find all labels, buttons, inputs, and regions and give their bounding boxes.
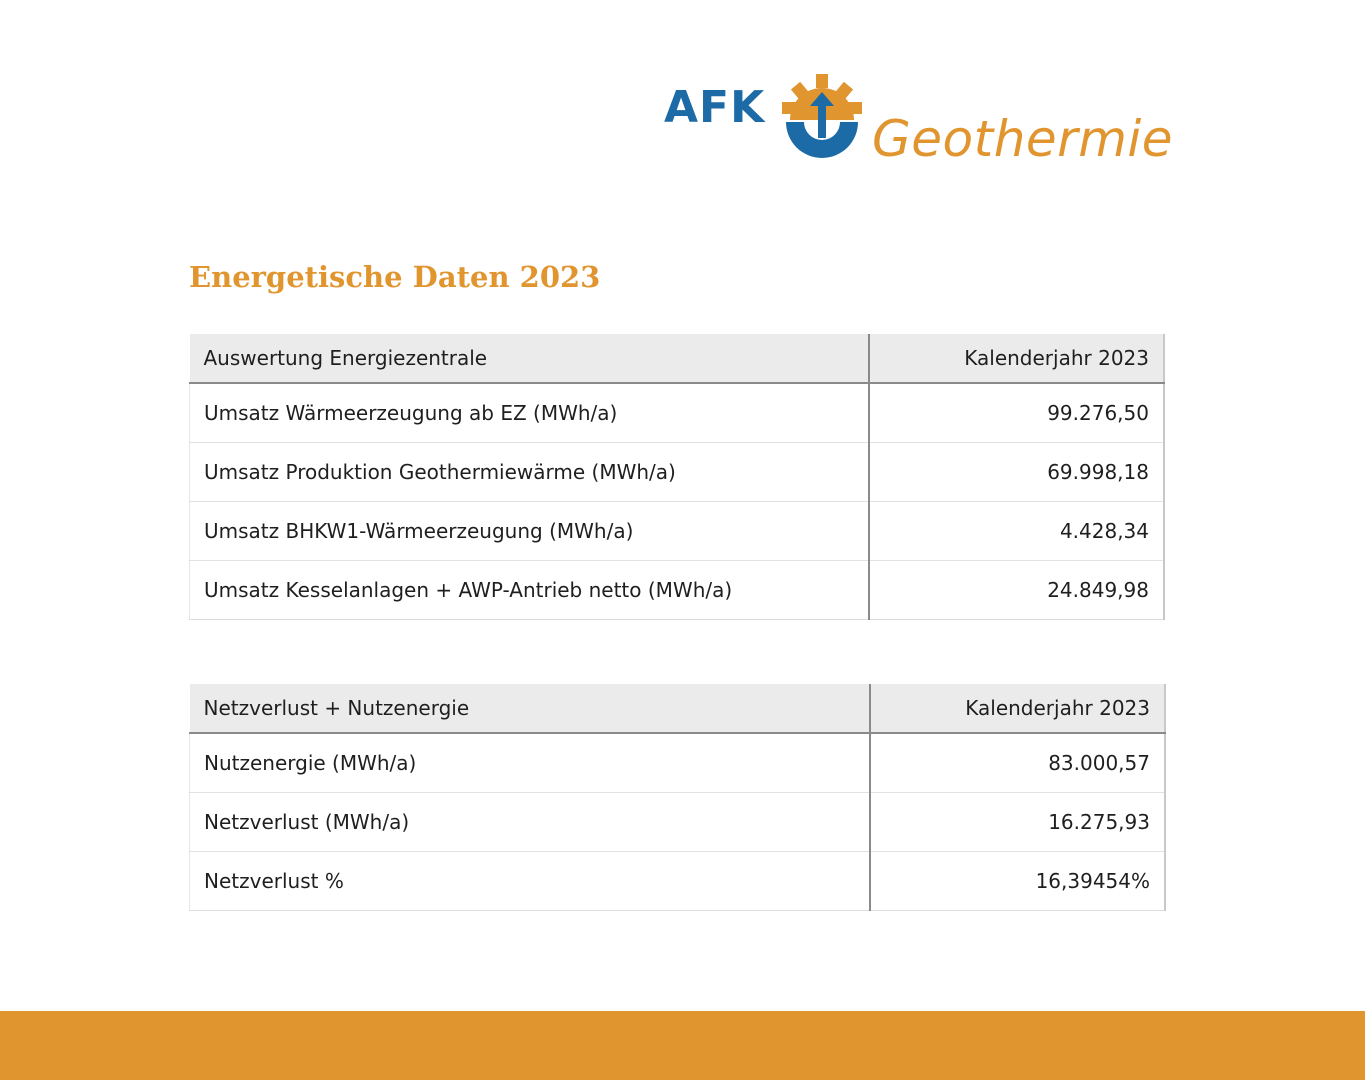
table-row xyxy=(190,383,1165,443)
row-value: 99.276,50 xyxy=(869,383,1164,443)
page-title: Energetische Daten 2023 xyxy=(189,260,601,294)
netzverlust-table xyxy=(189,684,1166,911)
row-label: Umsatz Kesselanlagen + AWP-Antrieb netto (MWh/a) xyxy=(190,561,870,620)
footer-bar xyxy=(0,1011,1365,1080)
table-header-row xyxy=(190,334,1165,383)
energiezentrale-table xyxy=(189,334,1165,620)
row-label: Netzverlust (MWh/a) xyxy=(190,793,871,852)
table-row xyxy=(190,443,1165,502)
row-value: 83.000,57 xyxy=(870,733,1165,793)
column-header-year: Kalenderjahr 2023 xyxy=(869,334,1164,383)
table-header-row xyxy=(190,684,1166,733)
afk-geothermie-logo xyxy=(662,72,1172,172)
row-value: 69.998,18 xyxy=(869,443,1164,502)
row-value: 16,39454% xyxy=(870,852,1165,911)
table-row xyxy=(190,793,1166,852)
table-row xyxy=(190,733,1166,793)
logo-text-afk: AFK xyxy=(664,82,766,133)
row-value: 16.275,93 xyxy=(870,793,1165,852)
table-row xyxy=(190,502,1165,561)
row-label: Netzverlust % xyxy=(190,852,871,911)
row-label: Nutzenergie (MWh/a) xyxy=(190,733,871,793)
table-row xyxy=(190,852,1166,911)
row-label: Umsatz Wärmeerzeugung ab EZ (MWh/a) xyxy=(190,383,870,443)
column-header-year: Kalenderjahr 2023 xyxy=(870,684,1165,733)
row-value: 24.849,98 xyxy=(869,561,1164,620)
row-value: 4.428,34 xyxy=(869,502,1164,561)
column-header-label: Auswertung Energiezentrale xyxy=(190,334,870,383)
logo-text-geothermie: Geothermie xyxy=(872,110,1174,168)
column-header-label: Netzverlust + Nutzenergie xyxy=(190,684,871,733)
row-label: Umsatz BHKW1-Wärmeerzeugung (MWh/a) xyxy=(190,502,870,561)
table-row xyxy=(190,561,1165,620)
row-label: Umsatz Produktion Geothermiewärme (MWh/a) xyxy=(190,443,870,502)
gear-drop-icon xyxy=(782,72,862,164)
